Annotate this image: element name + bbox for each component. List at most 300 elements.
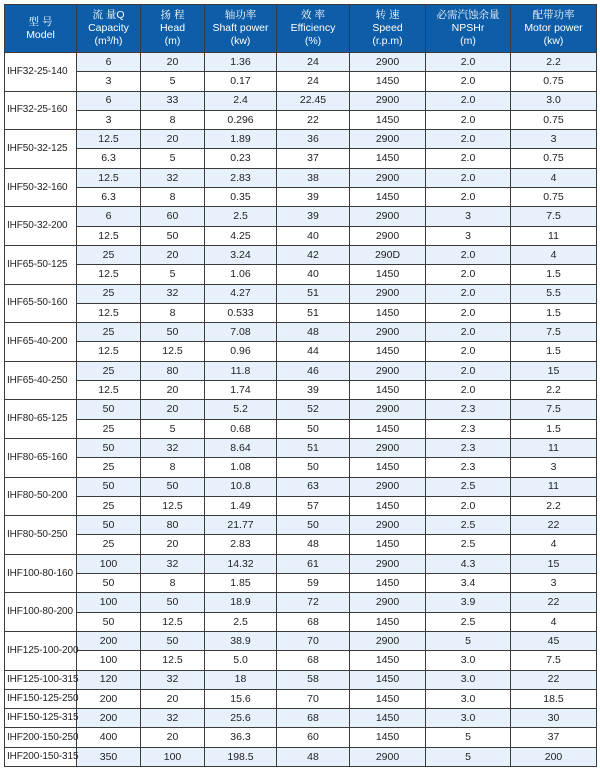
table-row xyxy=(5,689,597,708)
model-cell: IHF80-50-200 xyxy=(5,477,77,516)
head-cell: 5 xyxy=(141,72,205,91)
shaft-power-cell: 25.6 xyxy=(205,709,277,728)
speed-cell: 1450 xyxy=(350,709,426,728)
table-row xyxy=(5,709,597,728)
model-cell: IHF50-32-125 xyxy=(5,130,77,169)
npshr-cell: 2.3 xyxy=(426,419,511,438)
npshr-cell: 2.5 xyxy=(426,535,511,554)
efficiency-cell: 40 xyxy=(277,226,350,245)
motor-power-cell: 37 xyxy=(511,728,597,747)
capacity-cell: 3 xyxy=(77,110,141,129)
speed-cell: 1450 xyxy=(350,651,426,670)
table-row xyxy=(5,516,597,535)
shaft-power-cell: 0.35 xyxy=(205,188,277,207)
model-cell: IHF65-40-250 xyxy=(5,361,77,400)
speed-cell: 2900 xyxy=(350,207,426,226)
capacity-cell: 6 xyxy=(77,207,141,226)
shaft-power-cell: 15.6 xyxy=(205,689,277,708)
shaft-power-cell: 5.2 xyxy=(205,400,277,419)
header-model xyxy=(5,5,77,53)
table-row xyxy=(5,381,597,400)
npshr-cell: 2.5 xyxy=(426,477,511,496)
efficiency-cell: 48 xyxy=(277,535,350,554)
table-row xyxy=(5,303,597,322)
model-cell: IHF150-125-315 xyxy=(5,709,77,728)
table-row xyxy=(5,574,597,593)
efficiency-cell: 39 xyxy=(277,207,350,226)
model-cell: IHF50-32-200 xyxy=(5,207,77,246)
table-row xyxy=(5,747,597,766)
shaft-power-cell: 2.5 xyxy=(205,612,277,631)
header-motor-power xyxy=(511,5,597,53)
npshr-cell: 2.0 xyxy=(426,342,511,361)
efficiency-cell: 70 xyxy=(277,631,350,650)
header-en: Model xyxy=(26,28,55,41)
head-cell: 20 xyxy=(141,53,205,72)
npshr-cell: 2.3 xyxy=(426,400,511,419)
pump-spec-table xyxy=(4,4,597,767)
table-row xyxy=(5,207,597,226)
capacity-cell: 50 xyxy=(77,400,141,419)
speed-cell: 2900 xyxy=(350,168,426,187)
speed-cell: 2900 xyxy=(350,516,426,535)
npshr-cell: 2.0 xyxy=(426,110,511,129)
efficiency-cell: 50 xyxy=(277,419,350,438)
capacity-cell: 400 xyxy=(77,728,141,747)
header-zh: 型 号 xyxy=(28,15,53,28)
shaft-power-cell: 1.36 xyxy=(205,53,277,72)
head-cell: 12.5 xyxy=(141,342,205,361)
npshr-cell: 5 xyxy=(426,728,511,747)
efficiency-cell: 52 xyxy=(277,400,350,419)
head-cell: 32 xyxy=(141,670,205,689)
capacity-cell: 12.5 xyxy=(77,303,141,322)
shaft-power-cell: 2.83 xyxy=(205,168,277,187)
motor-power-cell: 0.75 xyxy=(511,188,597,207)
motor-power-cell: 11 xyxy=(511,226,597,245)
speed-cell: 1450 xyxy=(350,689,426,708)
capacity-cell: 25 xyxy=(77,361,141,380)
speed-cell: 1450 xyxy=(350,265,426,284)
efficiency-cell: 48 xyxy=(277,747,350,766)
motor-power-cell: 30 xyxy=(511,709,597,728)
shaft-power-cell: 2.83 xyxy=(205,535,277,554)
npshr-cell: 3.9 xyxy=(426,593,511,612)
efficiency-cell: 72 xyxy=(277,593,350,612)
capacity-cell: 6 xyxy=(77,53,141,72)
speed-cell: 1450 xyxy=(350,612,426,631)
efficiency-cell: 44 xyxy=(277,342,350,361)
npshr-cell: 3.4 xyxy=(426,574,511,593)
header-row xyxy=(5,5,597,53)
head-cell: 32 xyxy=(141,554,205,573)
head-cell: 20 xyxy=(141,535,205,554)
npshr-cell: 3.0 xyxy=(426,651,511,670)
capacity-cell: 200 xyxy=(77,631,141,650)
shaft-power-cell: 0.533 xyxy=(205,303,277,322)
capacity-cell: 12.5 xyxy=(77,342,141,361)
shaft-power-cell: 8.64 xyxy=(205,438,277,457)
capacity-cell: 25 xyxy=(77,419,141,438)
npshr-cell: 2.0 xyxy=(426,303,511,322)
efficiency-cell: 68 xyxy=(277,651,350,670)
efficiency-cell: 57 xyxy=(277,496,350,515)
speed-cell: 1450 xyxy=(350,458,426,477)
model-cell: IHF50-32-160 xyxy=(5,168,77,207)
capacity-cell: 6 xyxy=(77,91,141,110)
table-row xyxy=(5,284,597,303)
shaft-power-cell: 4.25 xyxy=(205,226,277,245)
motor-power-cell: 15 xyxy=(511,554,597,573)
efficiency-cell: 22.45 xyxy=(277,91,350,110)
table-row xyxy=(5,226,597,245)
table-row xyxy=(5,438,597,457)
shaft-power-cell: 0.296 xyxy=(205,110,277,129)
npshr-cell: 2.5 xyxy=(426,612,511,631)
table-row xyxy=(5,593,597,612)
table-row xyxy=(5,361,597,380)
table-row xyxy=(5,535,597,554)
header-head xyxy=(141,5,205,53)
head-cell: 50 xyxy=(141,631,205,650)
motor-power-cell: 3 xyxy=(511,130,597,149)
capacity-cell: 12.5 xyxy=(77,168,141,187)
head-cell: 50 xyxy=(141,226,205,245)
capacity-cell: 6.3 xyxy=(77,149,141,168)
efficiency-cell: 36 xyxy=(277,130,350,149)
capacity-cell: 50 xyxy=(77,516,141,535)
capacity-cell: 6.3 xyxy=(77,188,141,207)
head-cell: 20 xyxy=(141,245,205,264)
npshr-cell: 3.0 xyxy=(426,689,511,708)
header-en: Speed xyxy=(372,22,403,34)
speed-cell: 1450 xyxy=(350,72,426,91)
capacity-cell: 100 xyxy=(77,651,141,670)
table-row xyxy=(5,477,597,496)
speed-cell: 2900 xyxy=(350,477,426,496)
shaft-power-cell: 14.32 xyxy=(205,554,277,573)
motor-power-cell: 3 xyxy=(511,574,597,593)
header-unit: (kw) xyxy=(230,35,251,47)
motor-power-cell: 7.5 xyxy=(511,323,597,342)
head-cell: 5 xyxy=(141,149,205,168)
table-row xyxy=(5,188,597,207)
model-cell: IHF100-80-160 xyxy=(5,554,77,593)
model-cell: IHF200-150-315 xyxy=(5,747,77,766)
shaft-power-cell: 11.8 xyxy=(205,361,277,380)
shaft-power-cell: 0.23 xyxy=(205,149,277,168)
motor-power-cell: 4 xyxy=(511,168,597,187)
speed-cell: 2900 xyxy=(350,554,426,573)
table-row xyxy=(5,651,597,670)
head-cell: 20 xyxy=(141,130,205,149)
header-zh: 转 速 xyxy=(375,9,400,21)
speed-cell: 2900 xyxy=(350,400,426,419)
header-efficiency xyxy=(277,5,350,53)
npshr-cell: 2.0 xyxy=(426,381,511,400)
efficiency-cell: 38 xyxy=(277,168,350,187)
npshr-cell: 2.0 xyxy=(426,496,511,515)
npshr-cell: 5 xyxy=(426,747,511,766)
npshr-cell: 5 xyxy=(426,631,511,650)
table-row xyxy=(5,342,597,361)
table-row xyxy=(5,631,597,650)
capacity-cell: 12.5 xyxy=(77,226,141,245)
header-en: Capacity xyxy=(88,22,129,34)
shaft-power-cell: 4.27 xyxy=(205,284,277,303)
efficiency-cell: 24 xyxy=(277,53,350,72)
head-cell: 50 xyxy=(141,477,205,496)
efficiency-cell: 51 xyxy=(277,284,350,303)
capacity-cell: 200 xyxy=(77,689,141,708)
table-row xyxy=(5,458,597,477)
speed-cell: 290D xyxy=(350,245,426,264)
table-row xyxy=(5,496,597,515)
head-cell: 100 xyxy=(141,747,205,766)
shaft-power-cell: 0.68 xyxy=(205,419,277,438)
motor-power-cell: 4 xyxy=(511,612,597,631)
header-zh: 流 量Q xyxy=(92,9,125,21)
speed-cell: 1450 xyxy=(350,670,426,689)
header-shaft-power xyxy=(205,5,277,53)
table-row xyxy=(5,728,597,747)
efficiency-cell: 50 xyxy=(277,516,350,535)
shaft-power-cell: 1.74 xyxy=(205,381,277,400)
pump-spec-table-container xyxy=(4,4,596,767)
table-row xyxy=(5,130,597,149)
header-en: Motor power xyxy=(524,22,583,34)
npshr-cell: 2.0 xyxy=(426,323,511,342)
shaft-power-cell: 1.49 xyxy=(205,496,277,515)
speed-cell: 1450 xyxy=(350,574,426,593)
motor-power-cell: 1.5 xyxy=(511,265,597,284)
head-cell: 50 xyxy=(141,323,205,342)
model-cell: IHF80-50-250 xyxy=(5,516,77,555)
header-unit: (m³/h) xyxy=(94,35,123,47)
head-cell: 20 xyxy=(141,689,205,708)
motor-power-cell: 22 xyxy=(511,593,597,612)
capacity-cell: 25 xyxy=(77,323,141,342)
speed-cell: 1450 xyxy=(350,381,426,400)
header-capacity xyxy=(77,5,141,53)
motor-power-cell: 0.75 xyxy=(511,72,597,91)
head-cell: 80 xyxy=(141,361,205,380)
head-cell: 5 xyxy=(141,265,205,284)
shaft-power-cell: 1.06 xyxy=(205,265,277,284)
efficiency-cell: 70 xyxy=(277,689,350,708)
head-cell: 32 xyxy=(141,709,205,728)
npshr-cell: 3 xyxy=(426,207,511,226)
motor-power-cell: 22 xyxy=(511,670,597,689)
table-row xyxy=(5,245,597,264)
capacity-cell: 50 xyxy=(77,477,141,496)
shaft-power-cell: 21.77 xyxy=(205,516,277,535)
npshr-cell: 2.0 xyxy=(426,72,511,91)
capacity-cell: 25 xyxy=(77,245,141,264)
shaft-power-cell: 5.0 xyxy=(205,651,277,670)
capacity-cell: 120 xyxy=(77,670,141,689)
header-unit: (m) xyxy=(164,35,181,47)
shaft-power-cell: 198.5 xyxy=(205,747,277,766)
speed-cell: 2900 xyxy=(350,284,426,303)
efficiency-cell: 39 xyxy=(277,381,350,400)
head-cell: 12.5 xyxy=(141,651,205,670)
shaft-power-cell: 0.17 xyxy=(205,72,277,91)
header-npshr xyxy=(426,5,511,53)
head-cell: 80 xyxy=(141,516,205,535)
shaft-power-cell: 10.8 xyxy=(205,477,277,496)
capacity-cell: 200 xyxy=(77,709,141,728)
model-cell: IHF32-25-140 xyxy=(5,53,77,92)
head-cell: 32 xyxy=(141,284,205,303)
speed-cell: 1450 xyxy=(350,188,426,207)
model-cell: IHF125-100-315 xyxy=(5,670,77,689)
head-cell: 20 xyxy=(141,381,205,400)
head-cell: 5 xyxy=(141,419,205,438)
motor-power-cell: 2.2 xyxy=(511,496,597,515)
motor-power-cell: 2.2 xyxy=(511,381,597,400)
model-cell: IHF65-40-200 xyxy=(5,323,77,362)
table-row xyxy=(5,91,597,110)
capacity-cell: 50 xyxy=(77,612,141,631)
npshr-cell: 2.0 xyxy=(426,245,511,264)
header-en: Head xyxy=(159,22,186,34)
efficiency-cell: 40 xyxy=(277,265,350,284)
npshr-cell: 2.0 xyxy=(426,130,511,149)
motor-power-cell: 11 xyxy=(511,438,597,457)
speed-cell: 2900 xyxy=(350,631,426,650)
capacity-cell: 50 xyxy=(77,574,141,593)
speed-cell: 2900 xyxy=(350,361,426,380)
capacity-cell: 100 xyxy=(77,593,141,612)
efficiency-cell: 50 xyxy=(277,458,350,477)
shaft-power-cell: 1.85 xyxy=(205,574,277,593)
efficiency-cell: 63 xyxy=(277,477,350,496)
head-cell: 8 xyxy=(141,458,205,477)
table-row xyxy=(5,419,597,438)
header-zh: 轴功率 xyxy=(224,9,257,21)
model-cell: IHF32-25-160 xyxy=(5,91,77,130)
header-unit: (m) xyxy=(460,35,476,47)
table-row xyxy=(5,168,597,187)
npshr-cell: 2.0 xyxy=(426,168,511,187)
table-row xyxy=(5,670,597,689)
capacity-cell: 100 xyxy=(77,554,141,573)
table-row xyxy=(5,612,597,631)
motor-power-cell: 2.2 xyxy=(511,53,597,72)
shaft-power-cell: 2.5 xyxy=(205,207,277,226)
npshr-cell: 2.5 xyxy=(426,516,511,535)
shaft-power-cell: 1.08 xyxy=(205,458,277,477)
motor-power-cell: 1.5 xyxy=(511,303,597,322)
motor-power-cell: 3.0 xyxy=(511,91,597,110)
motor-power-cell: 15 xyxy=(511,361,597,380)
shaft-power-cell: 18 xyxy=(205,670,277,689)
table-row xyxy=(5,53,597,72)
efficiency-cell: 42 xyxy=(277,245,350,264)
capacity-cell: 25 xyxy=(77,535,141,554)
head-cell: 8 xyxy=(141,110,205,129)
npshr-cell: 4.3 xyxy=(426,554,511,573)
shaft-power-cell: 2.4 xyxy=(205,91,277,110)
efficiency-cell: 51 xyxy=(277,303,350,322)
capacity-cell: 12.5 xyxy=(77,381,141,400)
shaft-power-cell: 36.3 xyxy=(205,728,277,747)
speed-cell: 1450 xyxy=(350,728,426,747)
model-cell: IHF65-50-160 xyxy=(5,284,77,323)
model-cell: IHF125-100-200 xyxy=(5,631,77,670)
model-cell: IHF200-150-250 xyxy=(5,728,77,747)
npshr-cell: 3.0 xyxy=(426,709,511,728)
capacity-cell: 50 xyxy=(77,438,141,457)
motor-power-cell: 3 xyxy=(511,458,597,477)
speed-cell: 2900 xyxy=(350,747,426,766)
head-cell: 12.5 xyxy=(141,612,205,631)
header-zh: 扬 程 xyxy=(160,9,185,21)
head-cell: 8 xyxy=(141,303,205,322)
npshr-cell: 2.0 xyxy=(426,265,511,284)
header-zh: 效 率 xyxy=(301,9,325,21)
motor-power-cell: 0.75 xyxy=(511,110,597,129)
header-zh: 配带功率 xyxy=(532,9,575,21)
head-cell: 20 xyxy=(141,400,205,419)
npshr-cell: 2.0 xyxy=(426,149,511,168)
capacity-cell: 12.5 xyxy=(77,130,141,149)
head-cell: 20 xyxy=(141,728,205,747)
head-cell: 33 xyxy=(141,91,205,110)
speed-cell: 2900 xyxy=(350,438,426,457)
npshr-cell: 2.3 xyxy=(426,438,511,457)
table-row xyxy=(5,400,597,419)
efficiency-cell: 48 xyxy=(277,323,350,342)
header-unit: (kw) xyxy=(543,35,564,47)
npshr-cell: 2.3 xyxy=(426,458,511,477)
efficiency-cell: 59 xyxy=(277,574,350,593)
head-cell: 60 xyxy=(141,207,205,226)
header-zh: 必需汽蚀余量 xyxy=(436,9,500,21)
speed-cell: 2900 xyxy=(350,130,426,149)
head-cell: 8 xyxy=(141,188,205,207)
speed-cell: 1450 xyxy=(350,149,426,168)
npshr-cell: 2.0 xyxy=(426,188,511,207)
efficiency-cell: 39 xyxy=(277,188,350,207)
head-cell: 32 xyxy=(141,168,205,187)
shaft-power-cell: 1.89 xyxy=(205,130,277,149)
motor-power-cell: 7.5 xyxy=(511,207,597,226)
head-cell: 32 xyxy=(141,438,205,457)
npshr-cell: 3.0 xyxy=(426,670,511,689)
speed-cell: 1450 xyxy=(350,419,426,438)
npshr-cell: 2.0 xyxy=(426,284,511,303)
speed-cell: 1450 xyxy=(350,535,426,554)
table-row xyxy=(5,554,597,573)
npshr-cell: 2.0 xyxy=(426,53,511,72)
speed-cell: 2900 xyxy=(350,323,426,342)
motor-power-cell: 1.5 xyxy=(511,342,597,361)
capacity-cell: 25 xyxy=(77,496,141,515)
header-en: Shaft power xyxy=(212,22,269,34)
head-cell: 50 xyxy=(141,593,205,612)
capacity-cell: 3 xyxy=(77,72,141,91)
model-cell: IHF65-50-125 xyxy=(5,245,77,284)
model-cell: IHF80-65-125 xyxy=(5,400,77,439)
motor-power-cell: 11 xyxy=(511,477,597,496)
capacity-cell: 25 xyxy=(77,458,141,477)
speed-cell: 1450 xyxy=(350,496,426,515)
efficiency-cell: 58 xyxy=(277,670,350,689)
speed-cell: 1450 xyxy=(350,342,426,361)
table-row xyxy=(5,265,597,284)
